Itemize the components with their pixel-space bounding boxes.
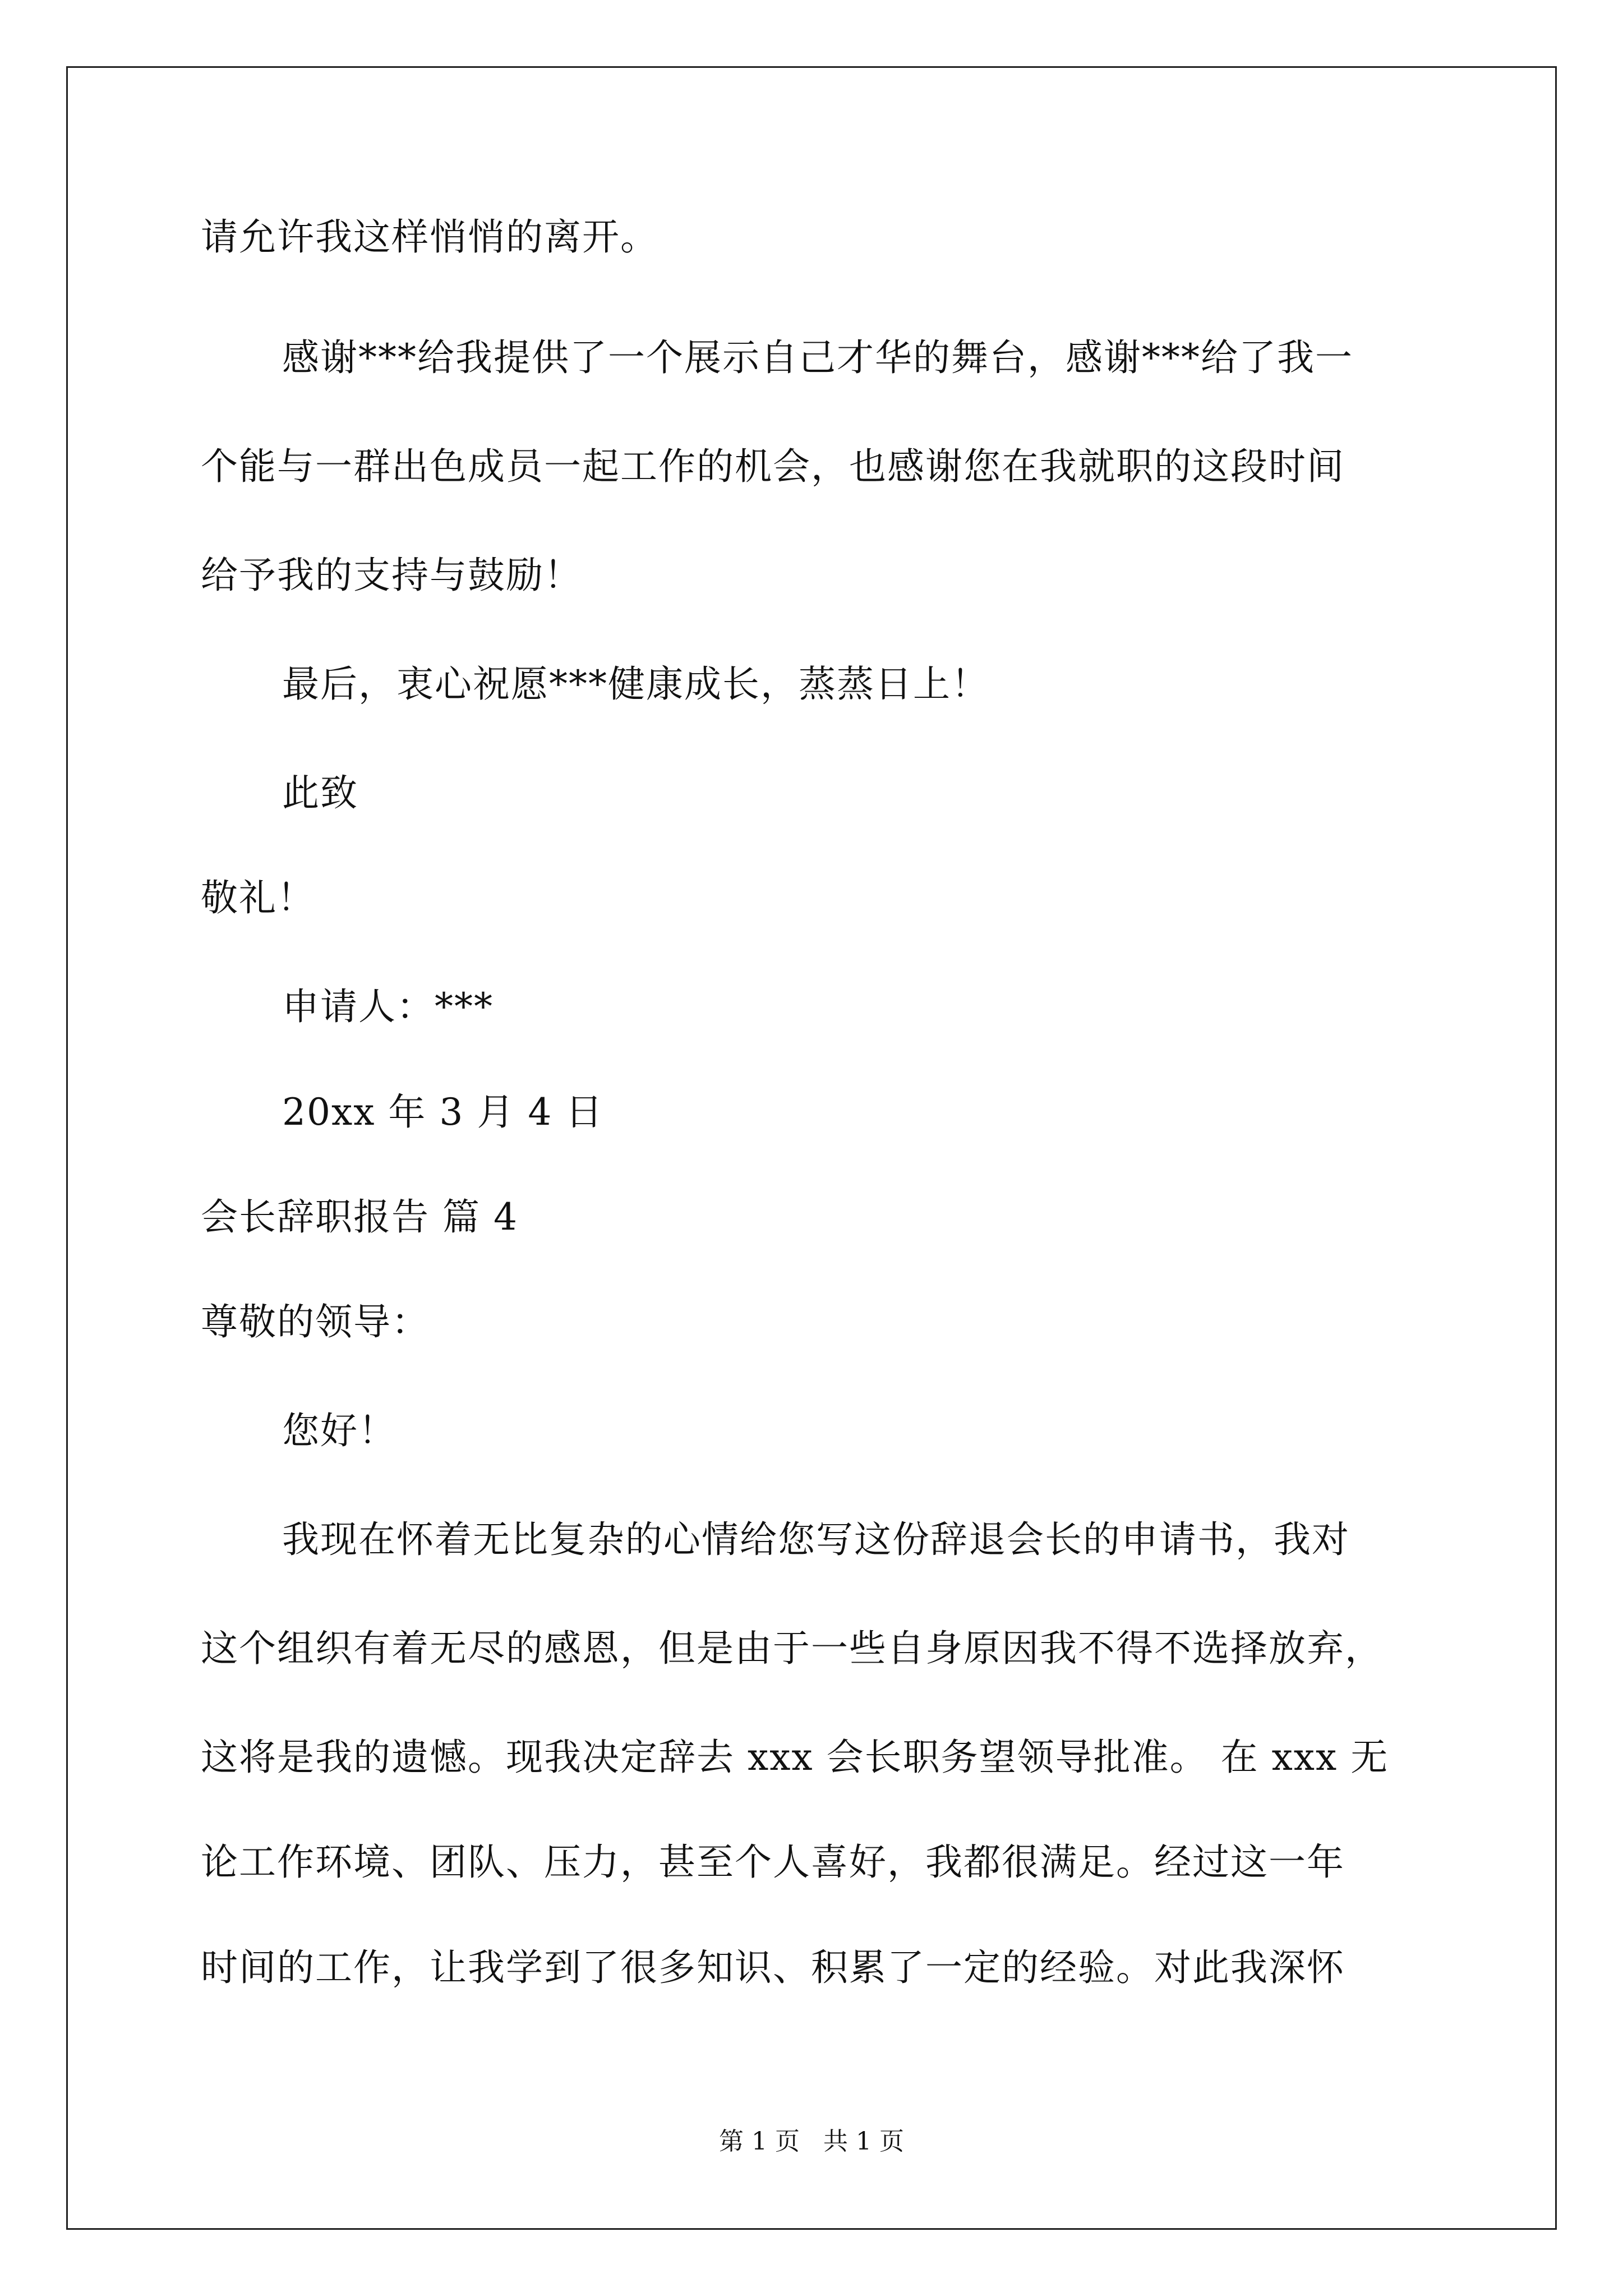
text-line: 我现在怀着无比复杂的心情给您写这份辞退会长的申请书，我对 bbox=[282, 1518, 1350, 1561]
text-line: 您好！ bbox=[282, 1409, 396, 1452]
text-line: 论工作环境、团队、压力，甚至个人喜好，我都很满足。经过这一年 bbox=[201, 1841, 1345, 1884]
text-line: 此致 bbox=[282, 771, 358, 815]
text-line: 时间的工作，让我学到了很多知识、积累了一定的经验。对此我深怀 bbox=[201, 1946, 1345, 1989]
text-line: 请允许我这样悄悄的离开。 bbox=[201, 215, 658, 259]
text-line: 这将是我的遗憾。现我决定辞去 xxx 会长职务望领导批准。 在 xxx 无 bbox=[201, 1736, 1389, 1779]
text-line: 申请人：*** bbox=[282, 985, 494, 1028]
text-line: 个能与一群出色成员一起工作的机会，也感谢您在我就职的这段时间 bbox=[201, 445, 1345, 488]
text-line: 20xx 年 3 月 4 日 bbox=[282, 1091, 604, 1134]
page-footer: 第 1 页 共 1 页 bbox=[719, 2127, 904, 2156]
page-border bbox=[66, 66, 1557, 2230]
section-title: 会长辞职报告 篇 4 bbox=[201, 1195, 518, 1239]
text-line: 尊敬的领导： bbox=[201, 1300, 430, 1343]
text-line: 这个组织有着无尽的感恩，但是由于一些自身原因我不得不选择放弃， bbox=[201, 1627, 1383, 1670]
text-line: 敬礼！ bbox=[201, 876, 315, 919]
text-line: 给予我的支持与鼓励！ bbox=[201, 554, 582, 597]
text-line: 最后，衷心祝愿***健康成长，蒸蒸日上！ bbox=[282, 662, 989, 706]
text-line: 感谢***给我提供了一个展示自己才华的舞台，感谢***给了我一 bbox=[282, 336, 1353, 379]
